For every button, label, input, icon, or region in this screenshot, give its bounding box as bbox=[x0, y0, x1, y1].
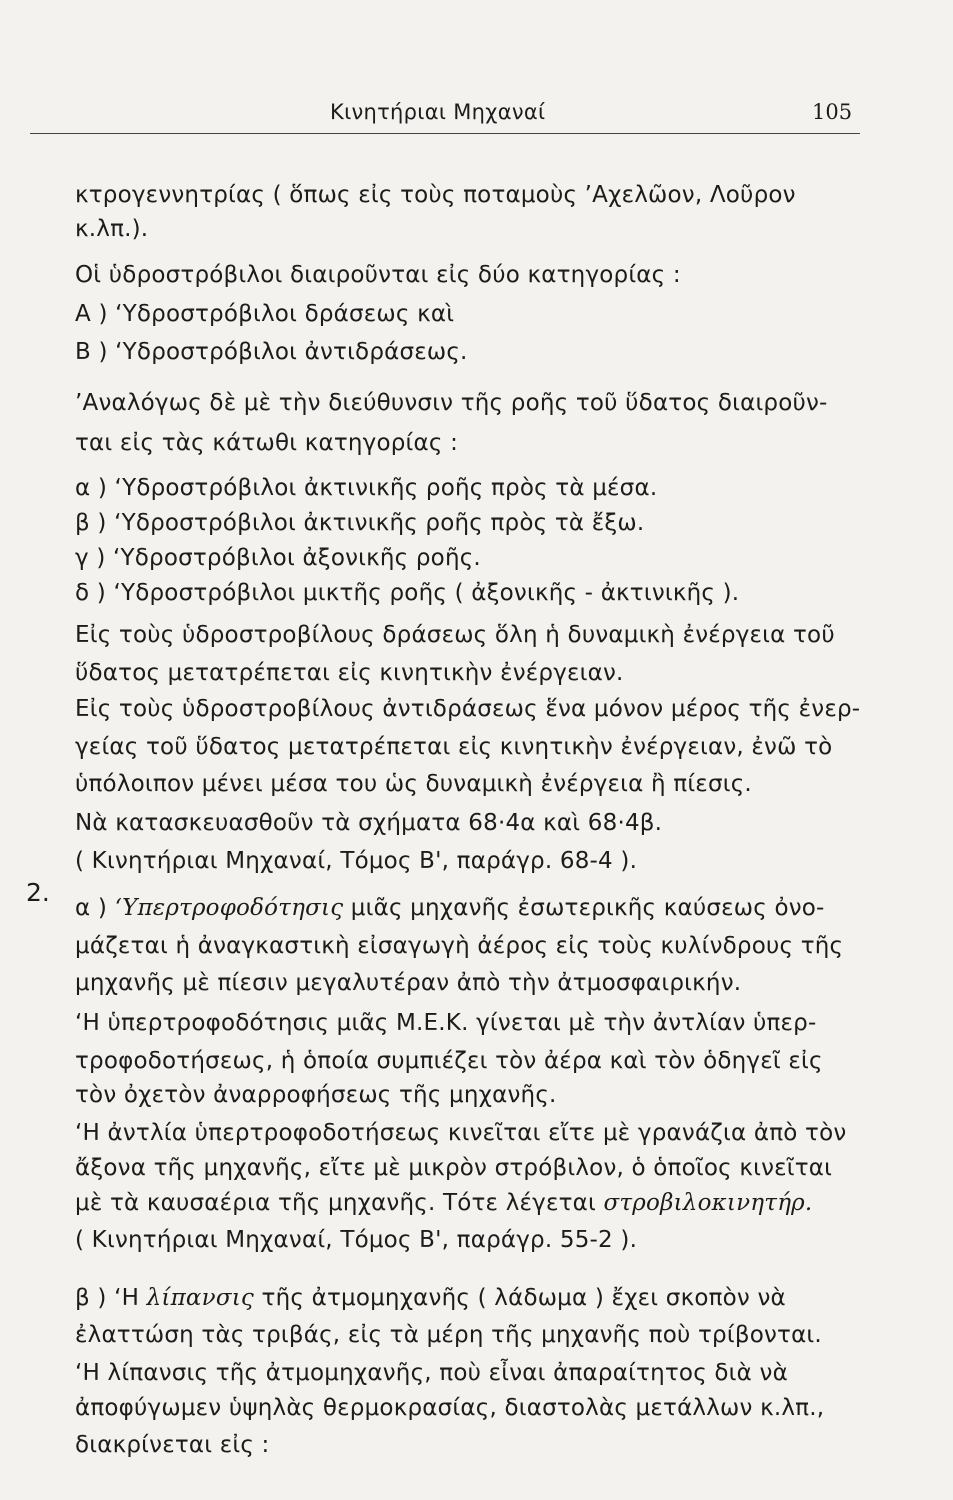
text-line-with-term bbox=[75, 1190, 812, 1216]
running-title: Κινητήριαι Μηχαναί bbox=[330, 100, 546, 124]
text-line: ὕδατος μετατρέπεται εἰς κινητικὴν ἐνέργειαν. bbox=[75, 660, 624, 686]
text-line-with-term bbox=[75, 895, 825, 921]
item-prefix: β ) ‘Η bbox=[75, 1285, 147, 1311]
text-line: ( Κινητήριαι Μηχαναί, Τόμος Β', παράγρ. 68-4 ). bbox=[75, 848, 638, 874]
text-line: Εἰς τοὺς ὑδροστροβίλους δράσεως ὅλη ἡ δυναμικὴ ἐνέργεια τοῦ bbox=[75, 622, 835, 648]
text-line: διακρίνεται εἰς : bbox=[75, 1432, 270, 1458]
text-line: ’Αναλόγως δὲ μὲ τὴν διεύθυνσιν τῆς ροῆς τοῦ ὕδατος διαιροῦν- bbox=[75, 390, 828, 416]
text-line: κ.λπ.). bbox=[75, 216, 149, 242]
line-rest: τῆς ἀτμομηχανῆς ( λάδωμα ) ἔχει σκοπὸν νὰ bbox=[254, 1285, 786, 1311]
text-line: ται εἰς τὰς κάτωθι κατηγορίας : bbox=[75, 430, 459, 456]
text-line: Νὰ κατασκευασθοῦν τὰ σχήματα 68·4α καὶ 68·4β. bbox=[75, 810, 663, 836]
text-line: Οἱ ὑδροστρόβιλοι διαιροῦνται εἰς δύο κατηγορίας : bbox=[75, 262, 681, 288]
text-line: μάζεται ἡ ἀναγκαστικὴ εἰσαγωγὴ ἀέρος εἰς τοὺς κυλίνδρους τῆς bbox=[75, 933, 844, 959]
item-prefix: α ) bbox=[75, 895, 115, 921]
term-italic: λίπανσις bbox=[146, 1285, 255, 1311]
line-rest: μιᾶς μηχανῆς ἐσωτερικῆς καύσεως ὀνο- bbox=[343, 895, 825, 921]
text-line: μηχανῆς μὲ πίεσιν μεγαλυτέραν ἀπὸ τὴν ἀτμοσφαιρικήν. bbox=[75, 970, 742, 996]
text-line: ‘Η λίπανσις τῆς ἀτμομηχανῆς, ποὺ εἶναι ἀπαραίτητος διὰ νὰ bbox=[75, 1360, 788, 1386]
text-line: Εἰς τοὺς ὑδροστροβίλους ἀντιδράσεως ἕνα μόνον μέρος τῆς ἐνερ- bbox=[75, 696, 861, 722]
text-line: δ ) ‘Υδροστρόβιλοι μικτῆς ροῆς ( ἀξονικῆς - ἀκτινικῆς ). bbox=[75, 580, 740, 606]
text-line: ἐλαττώση τὰς τριβάς, εἰς τὰ μέρη τῆς μηχανῆς ποὺ τρίβονται. bbox=[75, 1322, 822, 1348]
text-line: ἄξονα τῆς μηχανῆς, εἴτε μὲ μικρὸν στρόβιλον, ὁ ὁποῖος κινεῖται bbox=[75, 1155, 833, 1181]
text-line: ( Κινητήριαι Μηχαναί, Τόμος Β', παράγρ. 55-2 ). bbox=[75, 1227, 638, 1253]
term-italic: ‘Υπερτροφοδότησις bbox=[114, 895, 344, 921]
page-number: 105 bbox=[812, 100, 853, 124]
text-line: γείας τοῦ ὕδατος μετατρέπεται εἰς κινητικὴν ἐνέργειαν, ἐνῶ τὸ bbox=[75, 734, 833, 760]
text-line: κτρογεννητρίας ( ὅπως εἰς τοὺς ποταμοὺς ’Αχελῶον, Λοῦρον bbox=[75, 182, 796, 208]
text-line: α ) ‘Υδροστρόβιλοι ἀκτινικῆς ροῆς πρὸς τὰ μέσα. bbox=[75, 475, 658, 501]
text-line: Α ) ‘Υδροστρόβιλοι δράσεως καὶ bbox=[75, 301, 455, 327]
page-header bbox=[0, 100, 953, 140]
text-line: τροφοδοτήσεως, ἡ ὁποία συμπιέζει τὸν ἀέρα καὶ τὸν ὁδηγεῖ εἰς bbox=[75, 1048, 823, 1074]
text-line: ‘Η ὑπερτροφοδότησις μιᾶς Μ.Ε.Κ. γίνεται μὲ τὴν ἀντλίαν ὑπερ- bbox=[75, 1010, 817, 1036]
text-line: ὑπόλοιπον μένει μέσα του ὡς δυναμικὴ ἐνέργεια ἢ πίεσις. bbox=[75, 771, 752, 797]
text-line: γ ) ‘Υδροστρόβιλοι ἀξονικῆς ροῆς. bbox=[75, 545, 481, 571]
text-line: ‘Η ἀντλία ὑπερτροφοδοτήσεως κινεῖται εἴτε μὲ γρανάζια ἀπὸ τὸν bbox=[75, 1120, 847, 1146]
text-line: Β ) ‘Υδροστρόβιλοι ἀντιδράσεως. bbox=[75, 339, 468, 365]
section-number: 2. bbox=[26, 878, 50, 907]
header-rule bbox=[30, 133, 860, 134]
text-line: τὸν ὀχετὸν ἀναρροφήσεως τῆς μηχανῆς. bbox=[75, 1082, 557, 1108]
text-line: β ) ‘Υδροστρόβιλοι ἀκτινικῆς ροῆς πρὸς τὰ ἔξω. bbox=[75, 510, 645, 536]
text-line: ἀποφύγωμεν ὑψηλὰς θερμοκρασίας, διαστολὰς μετάλλων κ.λπ., bbox=[75, 1395, 825, 1421]
line-text: μὲ τὰ καυσαέρια τῆς μηχανῆς. Τότε λέγεται bbox=[75, 1190, 604, 1216]
text-line-with-term bbox=[75, 1285, 786, 1311]
term-italic: στροβιλοκινητήρ. bbox=[603, 1190, 813, 1216]
